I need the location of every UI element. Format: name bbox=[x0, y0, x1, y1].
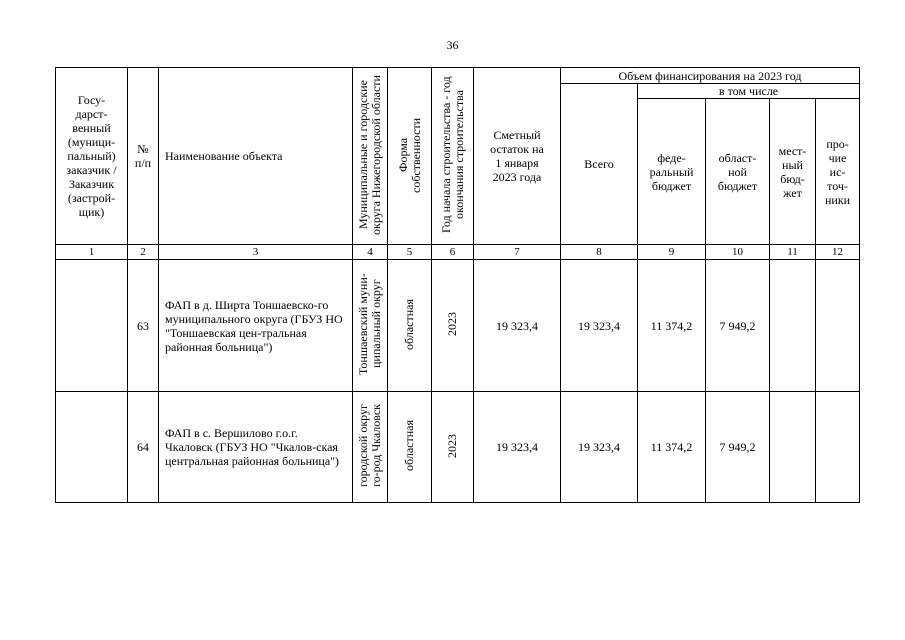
header-municipality-text: Муниципальные и городские округа Нижегородской области bbox=[356, 74, 383, 235]
header-object-name: Наименование объекта bbox=[159, 68, 353, 245]
header-local: мест- ный бюд- жет bbox=[770, 99, 816, 245]
row-num: 63 bbox=[128, 260, 159, 392]
row-years-text: 2023 bbox=[445, 433, 459, 458]
row-federal: 11 374,2 bbox=[638, 392, 706, 503]
table-row bbox=[56, 260, 860, 392]
header-municipality bbox=[353, 68, 388, 245]
table-row bbox=[56, 392, 860, 503]
row-other bbox=[816, 392, 860, 503]
col-number: 4 bbox=[353, 245, 388, 260]
row-municipality bbox=[353, 260, 388, 392]
row-federal: 11 374,2 bbox=[638, 260, 706, 392]
header-federal: феде- ральный бюджет bbox=[638, 99, 706, 245]
col-number: 10 bbox=[706, 245, 770, 260]
col-number: 1 bbox=[56, 245, 128, 260]
row-regional: 7 949,2 bbox=[706, 392, 770, 503]
row-num: 64 bbox=[128, 392, 159, 503]
row-municipality-text: городской округ го-род Чкаловск bbox=[356, 404, 383, 487]
header-num: № п/п bbox=[128, 68, 159, 245]
row-local bbox=[770, 392, 816, 503]
row-years-text: 2023 bbox=[445, 312, 459, 336]
header-balance: Сметный остаток на 1 января 2023 года bbox=[474, 68, 561, 245]
row-ownership-text: областная bbox=[402, 420, 416, 471]
row-ownership bbox=[388, 392, 432, 503]
header-other: про- чие ис- точ- ники bbox=[816, 99, 860, 245]
col-number: 12 bbox=[816, 245, 860, 260]
col-number: 2 bbox=[128, 245, 159, 260]
row-object-name: ФАП в д. Ширта Тоншаевско-го муниципального округа (ГБУЗ НО "Тоншаевская цен-тральная районная больница") bbox=[159, 260, 353, 392]
header-including: в том числе bbox=[638, 84, 860, 99]
header-funding-total: Объем финансирования на 2023 год bbox=[561, 68, 860, 84]
row-total: 19 323,4 bbox=[561, 260, 638, 392]
page-number: 36 bbox=[446, 38, 459, 52]
row-customer bbox=[56, 392, 128, 503]
row-total: 19 323,4 bbox=[561, 392, 638, 503]
col-number: 7 bbox=[474, 245, 561, 260]
row-object-name: ФАП в с. Вершилово г.о.г. Чкаловск (ГБУЗ НО "Чкалов-ская центральная районная больница") bbox=[159, 392, 353, 503]
header-ownership-text: Форма собственности bbox=[395, 116, 423, 193]
row-other bbox=[816, 260, 860, 392]
col-number: 11 bbox=[770, 245, 816, 260]
row-balance: 19 323,4 bbox=[474, 260, 561, 392]
row-municipality-text: Тоншаевский муни-ципальный округ bbox=[356, 273, 383, 375]
row-years bbox=[432, 392, 474, 503]
header-regional: област- ной бюджет bbox=[706, 99, 770, 245]
header-total: Всего bbox=[561, 84, 638, 245]
col-number: 6 bbox=[432, 245, 474, 260]
row-municipality bbox=[353, 392, 388, 503]
row-ownership-text: областная bbox=[402, 298, 416, 350]
row-ownership bbox=[388, 260, 432, 392]
row-regional: 7 949,2 bbox=[706, 260, 770, 392]
header-customer: Госу- дарст- венный (муници- пальный) заказчик / Заказчик (застрой- щик) bbox=[56, 68, 128, 245]
row-customer bbox=[56, 260, 128, 392]
row-balance: 19 323,4 bbox=[474, 392, 561, 503]
col-number: 9 bbox=[638, 245, 706, 260]
header-ownership bbox=[388, 68, 432, 245]
row-years bbox=[432, 260, 474, 392]
col-number: 8 bbox=[561, 245, 638, 260]
col-number: 3 bbox=[159, 245, 353, 260]
financing-table bbox=[55, 67, 860, 503]
row-local bbox=[770, 260, 816, 392]
header-years-text: Год начала строительства - год окончания строительства bbox=[438, 76, 466, 233]
col-number: 5 bbox=[388, 245, 432, 260]
header-years bbox=[432, 68, 474, 245]
